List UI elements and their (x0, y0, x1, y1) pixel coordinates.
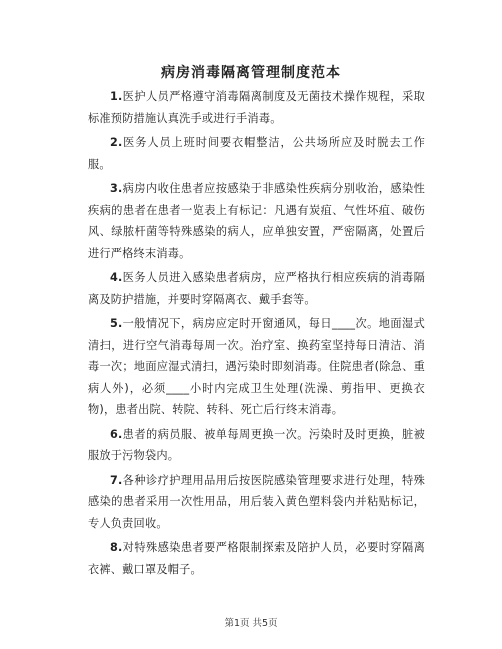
paragraph-number: 2. (110, 136, 123, 149)
paragraph-1 (88, 86, 425, 129)
page-footer: 第1页 共5页 (224, 618, 278, 629)
paragraph-text: 各种诊疗护理用品用后按医院感染管理要求进行处理，特殊感染的患者采用一次性用品，用后装入黄色塑料袋内并粘贴标记，专人负责回收。 (88, 473, 425, 530)
paragraph-text: 对特殊感染患者要严格限制探索及陪护人员，必要时穿隔离衣裤、戴口罩及帽子。 (88, 541, 425, 576)
paragraph-text: 病房内收住患者应按感染于非感染性疾病分别收治，感染性疾病的患者在患者一览表上有标记：凡遇有炭疽、气性坏疽、破伤风、绿脓杆菌等特殊感染的病人，应单独安置，严密隔离，处置后进行严格终末消毒。 (88, 182, 425, 260)
paragraph-number: 5. (110, 317, 123, 330)
paragraph-8 (88, 537, 425, 580)
paragraph-number: 3. (110, 182, 123, 195)
paragraph-text: 医护人员严格遵守消毒隔离制度及无菌技术操作规程，采取标准预防措施认真洗手或进行手消毒。 (88, 90, 425, 125)
paragraph-6 (88, 424, 425, 467)
document-title: 病房消毒隔离管理制度范本 (161, 65, 341, 81)
paragraph-text: 一般情况下，病房应定时开窗通风，每日____次。地面湿式清扫，进行空气消毒每周一次。治疗室、换药室坚持每日清洁、消毒一次；地面应湿式清扫，遇污染时即刻消毒。住院患者(除急、重病人外)，必须____小时内完成卫生处理(洗澡、剪指甲、更换衣物)，患者出院、转院、转科、死亡后行终末消毒。 (88, 317, 425, 416)
paragraph-7 (88, 470, 425, 535)
paragraph-number: 8. (110, 541, 123, 554)
paragraph-2 (88, 132, 425, 175)
paragraph-5 (88, 313, 425, 421)
paragraph-text: 医务人员上班时间要衣帽整洁，公共场所应及时脱去工作服。 (88, 136, 425, 171)
document-body (88, 86, 425, 583)
paragraph-4 (88, 267, 425, 310)
paragraph-number: 1. (110, 90, 123, 103)
paragraph-number: 7. (110, 473, 123, 487)
paragraph-text: 医务人员进入感染患者病房，应严格执行相应疾病的消毒隔离及防护措施，并要时穿隔离衣、戴手套等。 (88, 271, 425, 306)
paragraph-number: 6. (110, 427, 123, 441)
paragraph-text: 患者的病员服、被单每周更换一次。污染时及时更换，脏被服放于污物袋内。 (88, 427, 425, 462)
paragraph-number: 4. (110, 271, 123, 284)
paragraph-3 (88, 178, 425, 264)
